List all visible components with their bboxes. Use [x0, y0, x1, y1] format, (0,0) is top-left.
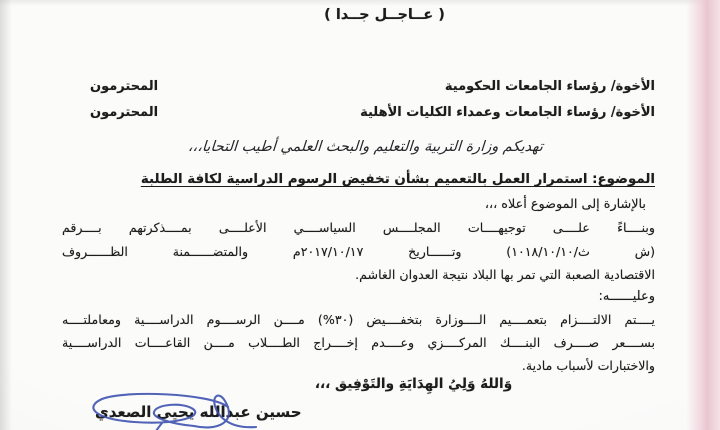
- reference-intro-line: بالإشارة إلى الموضوع أعلاه ،،،: [484, 197, 646, 212]
- body-line: الاقتصادية الصعبة التي تمر بها البلاد نتيجة العدوان الغاشم.: [355, 267, 655, 282]
- honorific-label: المحترمون: [90, 105, 159, 120]
- urgency-label: ( عــاجــل جــدا ): [324, 7, 445, 23]
- scan-edge-left-shadow: [0, 0, 12, 430]
- greeting-script-line: تهديكم وزارة التربية والتعليم والبحث العلمي أطيب التحايا،،،: [187, 139, 544, 155]
- recipients-block: [62, 79, 655, 131]
- scan-edge-top-shadow: [0, 0, 720, 6]
- body-line: يــــتم الالتــــزام بتعمــــيم الــــوزارة بتخفــــيض (٣٠%) مــــن الرســــوم الدراســــية ومعاملتــــه: [62, 312, 655, 327]
- body-line: بســــعر صــــرف البنــــك المركــــزي وعــــدم إخــــراج الطــــلاب مــــن القاعــــات الدراســــية: [62, 335, 655, 350]
- body-paragraph-1: [62, 216, 655, 287]
- body-line: وبنــــاءً علــــى توجيهــــات المجلــــس السياســــي الأعلــــى بمــــذكرتهم بــــرقم: [62, 220, 655, 235]
- subject-line: الموضوع: استمرار العمل بالتعميم بشأن تخفيض الرسوم الدراسية لكافة الطلبة: [140, 172, 655, 187]
- body-line: والاختبارات لأسباب مادية.: [521, 358, 655, 373]
- scan-edge-right-pink: [686, 0, 720, 430]
- signatory-name: حسين عبدالله يحيى الصعدي: [95, 403, 302, 421]
- recipient-line: [62, 105, 655, 131]
- recipient-title: الأخوة/ رؤساء الجامعات الحكومية: [444, 79, 655, 94]
- body-paragraph-2: [62, 308, 655, 377]
- recipient-title: الأخوة/ رؤساء الجامعات وعمداء الكليات الأهلية: [360, 105, 655, 120]
- honorific-label: المحترمون: [90, 79, 159, 94]
- recipient-line: [62, 79, 655, 105]
- closing-dua-line: وَاللهُ وَلِيُ الهِدَايَةِ والتَوْفِيق ،،،: [314, 376, 513, 392]
- therefore-label: وعليــــــه:: [598, 289, 655, 304]
- body-line: (ش ث/١٠١٨/١٠/١٠) وتــــــاريخ ٢٠١٧/١٠/١٧م والمتضــــــمنة الظــــــروف: [62, 243, 656, 259]
